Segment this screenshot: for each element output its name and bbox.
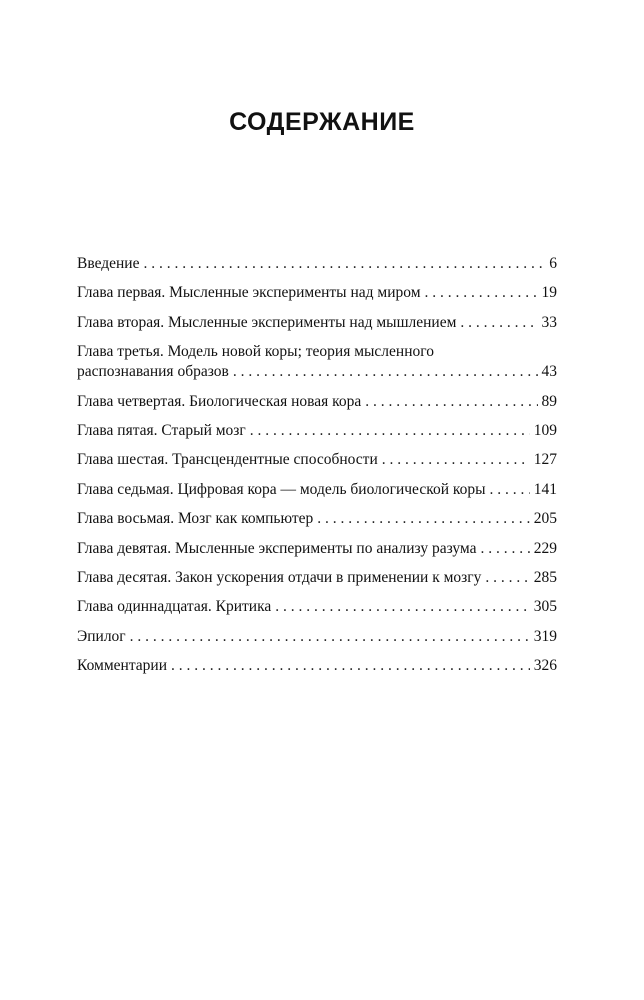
toc-entry[interactable] [77, 421, 557, 441]
toc-entry-label: Глава шестая. Трансцендентные способности [77, 451, 378, 469]
dot-leader [382, 450, 530, 470]
toc-entry-page: 229 [533, 539, 557, 557]
toc-entry[interactable] [77, 283, 557, 303]
dot-leader [485, 568, 529, 588]
toc-entry[interactable] [77, 392, 557, 412]
dot-leader [171, 656, 530, 676]
toc-entry[interactable] [77, 313, 557, 333]
toc-entry[interactable] [77, 509, 557, 529]
toc-entry[interactable] [77, 450, 557, 470]
toc-entry-label: Глава четвертая. Биологическая новая кора [77, 392, 362, 410]
toc-entry-label: Глава первая. Мысленные эксперименты над миром [77, 284, 421, 302]
dot-leader [365, 392, 537, 412]
toc-entry-label: Введение [77, 255, 140, 272]
toc-entry-page: 319 [533, 627, 557, 645]
dot-leader [317, 509, 529, 529]
table-of-contents [77, 254, 557, 685]
toc-entry-label: Глава десятая. Закон ускорения отдачи в применении к мозгу [77, 568, 482, 586]
toc-entry[interactable] [77, 539, 557, 559]
toc-entry-label-line1: Глава третья. Модель новой коры; теория мысленного [77, 343, 434, 361]
toc-entry[interactable] [77, 254, 557, 274]
toc-entry-page: 127 [533, 451, 557, 469]
toc-entry-page: 6 [549, 255, 557, 272]
toc-entry-label: Глава восьмая. Мозг как компьютер [77, 510, 314, 528]
toc-entry-page: 109 [533, 421, 557, 439]
toc-entry-page: 285 [533, 568, 557, 586]
toc-entry-label: Эпилог [77, 627, 126, 645]
toc-entry-page: 19 [541, 284, 557, 302]
dot-leader [143, 254, 545, 274]
toc-entry[interactable] [77, 656, 557, 676]
toc-entry-page: 89 [541, 392, 557, 410]
toc-entry-label: Глава пятая. Старый мозг [77, 421, 246, 439]
toc-entry-page: 326 [533, 657, 557, 675]
toc-entry-label: Глава седьмая. Цифровая кора — модель биологической коры [77, 480, 486, 498]
toc-entry[interactable] [77, 342, 557, 382]
toc-entry-label: распознавания образов [77, 363, 229, 381]
dot-leader [425, 283, 538, 303]
toc-entry[interactable] [77, 597, 557, 617]
dot-leader [275, 597, 530, 617]
toc-entry-label: Глава вторая. Мысленные эксперименты над мышлением [77, 313, 457, 331]
toc-entry-label: Комментарии [77, 657, 167, 675]
toc-entry-page: 33 [541, 313, 557, 331]
toc-entry[interactable] [77, 627, 557, 647]
toc-entry-label: Глава одиннадцатая. Критика [77, 598, 272, 616]
toc-entry-page: 141 [533, 480, 557, 498]
dot-leader [130, 627, 530, 647]
toc-entry-page: 305 [533, 598, 557, 616]
dot-leader [250, 421, 530, 441]
page-title: СОДЕРЖАНИЕ [229, 108, 415, 136]
toc-entry-page: 205 [533, 510, 557, 528]
toc-entry-label: Глава девятая. Мысленные эксперименты по анализу разума [77, 539, 477, 557]
toc-entry-page: 43 [541, 363, 557, 381]
dot-leader [460, 313, 537, 333]
toc-entry[interactable] [77, 480, 557, 500]
toc-entry[interactable] [77, 568, 557, 588]
dot-leader [490, 480, 530, 500]
dot-leader [481, 539, 530, 559]
dot-leader [233, 362, 538, 382]
